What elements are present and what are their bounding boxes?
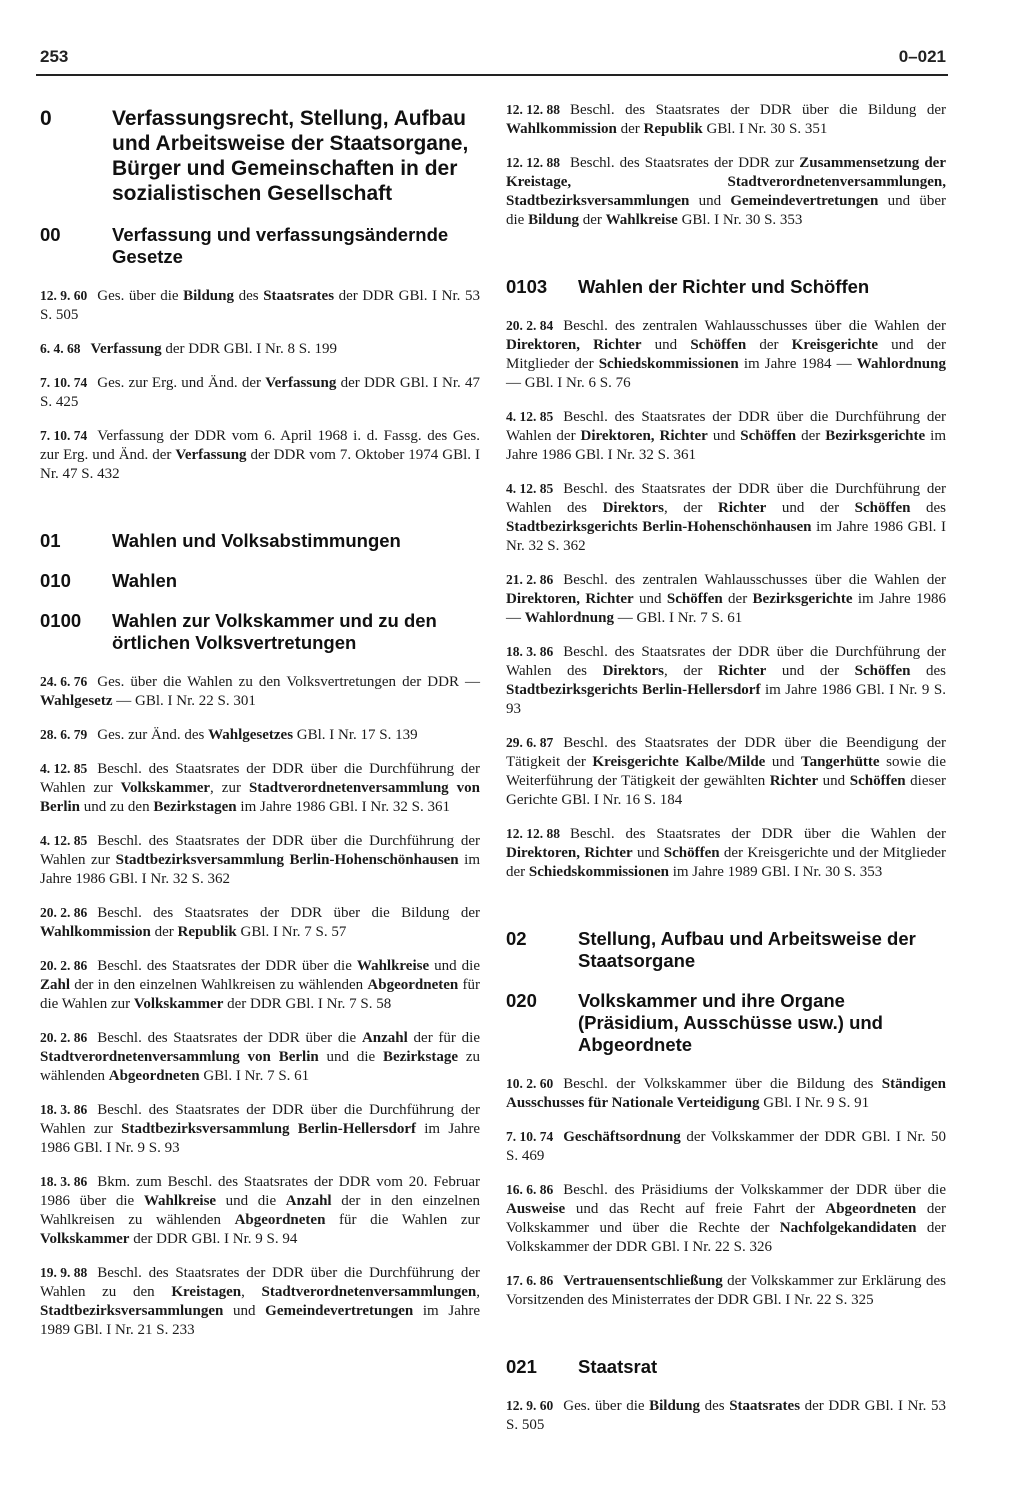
law-entry — [40, 426, 480, 484]
section-heading — [506, 276, 946, 298]
entry-text: und — [632, 845, 664, 861]
entry-text: Beschl. des Staatsrates der DDR über die Durchführung der Wahlen zu den — [40, 1265, 480, 1300]
entry-text: für die Wahlen zur — [325, 1212, 480, 1228]
page-number-left: 253 — [40, 47, 69, 66]
entry-text: und die — [318, 1049, 384, 1065]
entry-keyword: Richter — [717, 663, 767, 679]
entry-text: der Volkskammer zur Erklärung des Vorsitzenden des Ministerrates der DDR GBl. I Nr. 22 S. 325 — [506, 1273, 946, 1308]
section-heading — [40, 570, 480, 592]
entry-keyword: Bezirkstage — [383, 1049, 458, 1065]
entry-date: 4. 12. 85 — [506, 481, 554, 496]
section-code: 0 — [40, 107, 52, 130]
entry-text: der — [150, 924, 178, 940]
entry-keyword: Wahlgesetz — [40, 693, 113, 709]
entry-keyword: Abgeordneten — [367, 977, 459, 993]
section-heading — [506, 1356, 946, 1378]
entry-date: 7. 10. 74 — [40, 375, 88, 390]
section-code: 020 — [506, 990, 537, 1011]
entry-keyword: Stadtbezirksversammlungen — [40, 1303, 224, 1319]
law-entry — [40, 286, 480, 325]
section-heading — [506, 990, 946, 1056]
entry-text: im Jahre 1989 GBl. I Nr. 30 S. 353 — [668, 864, 883, 880]
entry-text: der für die — [407, 1030, 480, 1046]
entry-text: der in den einzelnen Wahlkreisen zu wählenden — [40, 1193, 481, 1228]
entry-text: und die — [429, 958, 480, 974]
left-column — [40, 100, 480, 1354]
entry-date: 21. 2. 86 — [506, 572, 554, 587]
entry-keyword: Geschäftsordnung — [563, 1129, 681, 1145]
entry-text: GBl. I Nr. 7 S. 61 — [199, 1068, 310, 1084]
entry-text: Beschl. des Staatsrates der DDR über die Durchführung der Wahlen zur — [40, 1102, 480, 1137]
section-title: Volkskammer und ihre Organe (Präsidium, Ausschüsse usw.) und Abgeordnete — [578, 990, 883, 1055]
entry-text: und der — [766, 500, 855, 516]
entry-keyword: Kreisgerichte Kalbe/Milde — [592, 754, 766, 770]
entry-text: im Jahre 1986 GBl. I Nr. 32 S. 362 — [40, 852, 480, 887]
entry-text: zu wählenden — [40, 1049, 480, 1084]
entry-date: 7. 10. 74 — [506, 1129, 554, 1144]
entry-keyword: Bildung — [528, 212, 579, 228]
section-code: 00 — [40, 224, 61, 245]
entry-keyword: Tangerhütte — [800, 754, 880, 770]
entry-date: 4. 12. 85 — [40, 833, 88, 848]
law-entry — [506, 733, 946, 810]
entry-text: GBl. I Nr. 17 S. 139 — [293, 727, 418, 743]
entry-text: Beschl. des Staatsrates der DDR über die — [97, 958, 357, 974]
entry-text: , — [476, 1284, 480, 1300]
section-code: 021 — [506, 1356, 537, 1377]
entry-text: des — [234, 288, 264, 304]
entry-date: 24. 6. 76 — [40, 674, 88, 689]
entry-keyword: Wahlgesetzes — [208, 727, 294, 743]
section-title: Wahlen und Volksabstimmungen — [112, 530, 401, 551]
entry-text: im Jahre 1986 GBl. I Nr. 32 S. 361 — [236, 799, 450, 815]
section-gap — [40, 498, 480, 524]
entry-text: Beschl. des Staatsrates der DDR über die Bildung der — [97, 905, 480, 921]
law-entry — [506, 1180, 946, 1257]
law-entry — [506, 1074, 946, 1113]
entry-keyword: Republik — [177, 924, 237, 940]
entry-date: 20. 2. 86 — [40, 905, 88, 920]
entry-keyword: Direktors — [602, 663, 664, 679]
section-title: Wahlen — [112, 570, 178, 591]
section-code: 01 — [40, 530, 61, 551]
entry-keyword: Republik — [643, 121, 703, 137]
entry-text: im Jahre 1986 — — [506, 591, 947, 626]
section-heading — [40, 224, 480, 268]
entry-keyword: Wahlordnung — [856, 356, 946, 372]
entry-date: 12. 9. 60 — [40, 288, 88, 303]
law-entry — [40, 831, 480, 889]
entry-keyword: Gemeindevertretungen — [730, 193, 879, 209]
entry-text: und — [765, 754, 801, 770]
entry-keyword: Abgeordneten — [234, 1212, 326, 1228]
entry-text: und über die — [506, 193, 946, 228]
section-gap — [506, 244, 946, 270]
entry-text: Ges. zur Änd. des — [97, 727, 209, 743]
law-entry — [40, 725, 480, 745]
entry-keyword: Stadtverordnetenversammlung von Berlin — [40, 780, 481, 815]
entry-keyword: Wahlkreise — [143, 1193, 217, 1209]
entry-keyword: Direktoren, Richter — [506, 591, 634, 607]
entry-keyword: Schöffen — [854, 663, 911, 679]
entry-text: Ges. zur Erg. und Änd. der — [97, 375, 266, 391]
law-entry — [506, 407, 946, 465]
entry-keyword: Kreistagen — [171, 1284, 242, 1300]
entry-date: 4. 12. 85 — [40, 761, 88, 776]
entry-text: Beschl. des Staatsrates der DDR über die Bildung der — [570, 102, 946, 118]
entry-text: Beschl. der Volkskammer über die Bildung des — [563, 1076, 882, 1092]
entry-keyword: Verfassung — [175, 447, 247, 463]
entry-text: und der — [766, 663, 855, 679]
entry-text: , zur — [210, 780, 249, 796]
entry-text: Ges. über die — [97, 288, 184, 304]
entry-keyword: Ständigen Ausschusses für Nationale Verteidigung — [506, 1076, 946, 1111]
entry-text: im Jahre 1986 GBl. I Nr. 32 S. 362 — [506, 519, 947, 554]
section-heading — [40, 106, 480, 206]
entry-text: der DDR GBl. I Nr. 47 S. 425 — [40, 375, 481, 410]
entry-keyword: Richter — [769, 773, 819, 789]
entry-keyword: Zahl — [40, 977, 71, 993]
entry-text: der DDR GBl. I Nr. 9 S. 94 — [129, 1231, 298, 1247]
entry-keyword: Volkskammer — [120, 780, 211, 796]
entry-keyword: Schöffen — [666, 591, 723, 607]
entry-date: 20. 2. 86 — [40, 1030, 88, 1045]
entry-date: 16. 6. 86 — [506, 1182, 554, 1197]
entry-date: 20. 2. 84 — [506, 318, 554, 333]
entry-keyword: Schiedskommissionen — [598, 356, 739, 372]
section-title: Stellung, Aufbau und Arbeitsweise der Staatsorgane — [578, 928, 916, 971]
section-title: Wahlen zur Volkskammer und zu den örtlichen Volksvertretungen — [112, 610, 437, 653]
entry-text: der in den einzelnen Wahlkreisen zu wählenden — [70, 977, 368, 993]
entry-text: der DDR GBl. I Nr. 53 S. 505 — [506, 1398, 947, 1433]
entry-text: Beschl. des Staatsrates der DDR über die Durchführung der Wahlen des — [506, 481, 946, 516]
section-heading — [506, 928, 946, 972]
entry-text: und das Recht auf freie Fahrt der — [565, 1201, 826, 1217]
entry-text: und — [633, 591, 667, 607]
entry-text: für die Wahlen zur — [40, 977, 480, 1012]
entry-text: des — [700, 1398, 730, 1414]
entry-date: 18. 3. 86 — [506, 644, 554, 659]
entry-text: und zu den — [80, 799, 154, 815]
entry-keyword: Wahlkreise — [605, 212, 678, 228]
law-entry — [506, 642, 946, 719]
entry-text: Ges. über die Wahlen zu den Volksvertretungen der DDR — — [97, 674, 480, 690]
entry-keyword: Gemeindevertretungen — [265, 1303, 414, 1319]
entry-text: Beschl. des Staatsrates der DDR über die Durchführung der Wahlen des — [506, 644, 946, 679]
entry-text: und — [223, 1303, 266, 1319]
entry-keyword: Bezirksgerichte — [752, 591, 853, 607]
entry-keyword: Stadtbezirksgerichts Berlin-Hellersdorf — [506, 682, 761, 698]
entry-text: im Jahre 1986 GBl. I Nr. 9 S. 93 — [506, 682, 946, 717]
entry-text: der Volkskammer der DDR GBl. I Nr. 50 S. 469 — [506, 1129, 946, 1164]
entry-keyword: Schöffen — [690, 337, 747, 353]
entry-keyword: Schöffen — [663, 845, 720, 861]
entry-text: und — [818, 773, 850, 789]
entry-text: GBl. I Nr. 7 S. 57 — [236, 924, 347, 940]
entry-text: und — [689, 193, 731, 209]
entry-text: Verfassung der DDR vom 6. April 1968 i. d. Fassg. des Ges. zur Erg. und Änd. der — [40, 428, 480, 463]
entry-text: im Jahre 1984 — — [738, 356, 857, 372]
law-entry — [40, 672, 480, 711]
entry-text: der Kreisgerichte und der Mitglieder der — [506, 845, 947, 880]
entry-text: , der — [663, 663, 718, 679]
entry-text: im Jahre 1986 GBl. I Nr. 32 S. 361 — [506, 428, 946, 463]
section-code: 010 — [40, 570, 71, 591]
entry-keyword: Schöffen — [740, 428, 797, 444]
section-code: 02 — [506, 928, 527, 949]
entry-keyword: Direktoren, Richter — [506, 845, 633, 861]
entry-text: — GBl. I Nr. 6 S. 76 — [506, 375, 631, 391]
entry-text: der — [796, 428, 826, 444]
entry-text: Ges. über die — [563, 1398, 650, 1414]
entry-keyword: Bildung — [183, 288, 234, 304]
section-heading — [40, 610, 480, 654]
entry-keyword: Ausweise — [506, 1201, 566, 1217]
entry-text: der DDR vom 7. Oktober 1974 GBl. I Nr. 47 S. 432 — [40, 447, 480, 482]
entry-text: der DDR GBl. I Nr. 7 S. 58 — [223, 996, 392, 1012]
section-title: Verfassungsrecht, Stellung, Aufbau und Arbeitsweise der Staatsorgane, Bürger und Gemeinschaften in der sozialistischen Gesellschaft — [112, 107, 469, 205]
entry-date: 29. 6. 87 — [506, 735, 554, 750]
law-entry — [40, 956, 480, 1014]
entry-keyword: Stadtbezirksversammlung Berlin-Hellersdorf — [121, 1121, 416, 1137]
entry-keyword: Abgeordneten — [108, 1068, 200, 1084]
entry-keyword: Kreisgerichte — [791, 337, 879, 353]
entry-keyword: Schiedskommissionen — [528, 864, 669, 880]
entry-date: 19. 9. 88 — [40, 1265, 88, 1280]
entry-keyword: Stadtbezirksversammlung Berlin-Hohenschönhausen — [115, 852, 459, 868]
entry-date: 12. 9. 60 — [506, 1398, 554, 1413]
entry-keyword: Wahlkommission — [40, 924, 151, 940]
entry-text: im Jahre 1986 GBl. I Nr. 9 S. 93 — [40, 1121, 480, 1156]
entry-date: 12. 12. 88 — [506, 102, 560, 117]
entry-text: der — [578, 212, 606, 228]
entry-keyword: Verfassung — [90, 341, 162, 357]
entry-text: GBl. I Nr. 30 S. 353 — [677, 212, 803, 228]
entry-keyword: Stadtverordnetenversammlungen — [261, 1284, 477, 1300]
entry-text: , der — [663, 500, 718, 516]
entry-keyword: Volkskammer — [133, 996, 224, 1012]
entry-text: des — [910, 500, 947, 516]
entry-keyword: Verfassung — [265, 375, 337, 391]
entry-keyword: Direktoren, Richter — [506, 337, 642, 353]
entry-text: , — [241, 1284, 262, 1300]
law-entry — [506, 1396, 946, 1435]
entry-text: der — [746, 337, 792, 353]
entry-keyword: Bildung — [649, 1398, 700, 1414]
entry-text: Bkm. zum Beschl. des Staatsrates der DDR vom 20. Februar 1986 über die — [40, 1174, 480, 1209]
entry-text: der Volkskammer der DDR GBl. I Nr. 22 S. 326 — [506, 1220, 946, 1255]
entry-text: im Jahre 1989 GBl. I Nr. 21 S. 233 — [40, 1303, 481, 1338]
entry-keyword: Abgeordneten — [825, 1201, 917, 1217]
section-gap — [506, 896, 946, 922]
entry-keyword: Direktoren, Richter — [580, 428, 708, 444]
entry-text: sowie die Weiterführung der Tätigkeit der gewählten — [506, 754, 946, 789]
entry-keyword: Stadtverordnetenversammlung von Berlin — [40, 1049, 319, 1065]
header-rule — [36, 74, 948, 76]
entry-text: dieser Gerichte GBl. I Nr. 16 S. 184 — [506, 773, 946, 808]
section-title: Verfassung und verfassungsändernde Gesetze — [112, 224, 449, 267]
law-entry — [506, 153, 946, 230]
entry-keyword: Wahlkommission — [506, 121, 617, 137]
entry-date: 20. 2. 86 — [40, 958, 88, 973]
law-entry — [506, 824, 946, 882]
section-gap — [506, 1324, 946, 1350]
entry-keyword: Schöffen — [849, 773, 906, 789]
law-entry — [506, 1271, 946, 1310]
entry-keyword: Zusammensetzung der Kreistage, Stadtverordnetenversammlungen, Stadtbezirksversammlungen — [506, 155, 946, 209]
section-code: 0103 — [506, 276, 548, 297]
entry-text: der Volkskammer und über die Rechte der — [506, 1201, 946, 1236]
law-entry — [40, 339, 480, 359]
entry-text: Beschl. des Staatsrates der DDR über die Beendigung der Tätigkeit der — [506, 735, 946, 770]
entry-keyword: Wahlordnung — [524, 610, 614, 626]
entry-text: des — [910, 663, 947, 679]
entry-date: 10. 2. 60 — [506, 1076, 554, 1091]
entry-text: der DDR GBl. I Nr. 8 S. 199 — [161, 341, 338, 357]
entry-text: GBl. I Nr. 30 S. 351 — [702, 121, 828, 137]
entry-text: Beschl. des Staatsrates der DDR zur — [570, 155, 800, 171]
entry-keyword: Bezirksgerichte — [825, 428, 926, 444]
page-number-right: 0–021 — [898, 47, 946, 66]
section-title: Wahlen der Richter und Schöffen — [578, 276, 870, 297]
entry-date: 6. 4. 68 — [40, 341, 81, 356]
law-entry — [40, 373, 480, 412]
entry-text: Beschl. des Staatsrates der DDR über die Durchführung der Wahlen der — [506, 409, 946, 444]
entry-text: GBl. I Nr. 9 S. 91 — [759, 1095, 870, 1111]
entry-text: und — [707, 428, 741, 444]
entry-keyword: Anzahl — [285, 1193, 332, 1209]
entry-keyword: Staatsrates — [729, 1398, 801, 1414]
law-entry — [40, 1028, 480, 1086]
law-entry — [40, 1172, 480, 1249]
entry-text: Beschl. des Staatsrates der DDR über die Durchführung der Wahlen zur — [40, 833, 480, 868]
law-entry — [506, 479, 946, 556]
entry-keyword: Vertrauensentschließung — [563, 1273, 723, 1289]
entry-keyword: Staatsrates — [263, 288, 335, 304]
right-column — [506, 100, 946, 1449]
entry-keyword: Wahlkreise — [356, 958, 430, 974]
entry-date: 7. 10. 74 — [40, 428, 88, 443]
entry-keyword: Anzahl — [361, 1030, 408, 1046]
entry-text: Beschl. des Präsidiums der Volkskammer der DDR über die — [563, 1182, 946, 1198]
entry-keyword: Stadtbezirksgerichts Berlin-Hohenschönhausen — [506, 519, 812, 535]
entry-text: der — [616, 121, 644, 137]
section-title: Staatsrat — [578, 1356, 658, 1377]
law-entry — [506, 1127, 946, 1166]
entry-date: 12. 12. 88 — [506, 155, 560, 170]
entry-date: 17. 6. 86 — [506, 1273, 554, 1288]
entry-date: 12. 12. 88 — [506, 826, 560, 841]
entry-text: — GBl. I Nr. 7 S. 61 — [613, 610, 743, 626]
entry-keyword: Volkskammer — [40, 1231, 130, 1247]
law-entry — [40, 903, 480, 942]
entry-keyword: Direktors — [602, 500, 664, 516]
law-entry — [40, 759, 480, 817]
entry-keyword: Richter — [717, 500, 767, 516]
entry-keyword: Bezirkstagen — [153, 799, 237, 815]
entry-text: — GBl. I Nr. 22 S. 301 — [112, 693, 256, 709]
entry-text: und der Mitglieder der — [506, 337, 946, 372]
entry-text: und die — [216, 1193, 286, 1209]
entry-text: der DDR GBl. I Nr. 53 S. 505 — [40, 288, 481, 323]
entry-text: Beschl. des Staatsrates der DDR über die Wahlen der — [570, 826, 946, 842]
entry-text: Beschl. des zentralen Wahlausschusses über die Wahlen der — [563, 318, 946, 334]
entry-date: 18. 3. 86 — [40, 1102, 88, 1117]
section-heading — [40, 530, 480, 552]
entry-keyword: Nachfolgekandidaten — [779, 1220, 917, 1236]
entry-keyword: Schöffen — [854, 500, 911, 516]
entry-date: 4. 12. 85 — [506, 409, 554, 424]
entry-text: der — [722, 591, 753, 607]
entry-text: Beschl. des Staatsrates der DDR über die Durchführung der Wahlen zur — [40, 761, 480, 796]
entry-date: 18. 3. 86 — [40, 1174, 88, 1189]
law-entry — [40, 1263, 480, 1340]
section-code: 0100 — [40, 610, 82, 631]
entry-date: 28. 6. 79 — [40, 727, 88, 742]
entry-text: Beschl. des zentralen Wahlausschusses über die Wahlen der — [563, 572, 946, 588]
entry-text: Beschl. des Staatsrates der DDR über die — [97, 1030, 362, 1046]
law-entry — [506, 570, 946, 628]
entry-text: und — [641, 337, 691, 353]
law-entry — [506, 100, 946, 139]
law-entry — [40, 1100, 480, 1158]
law-entry — [506, 316, 946, 393]
